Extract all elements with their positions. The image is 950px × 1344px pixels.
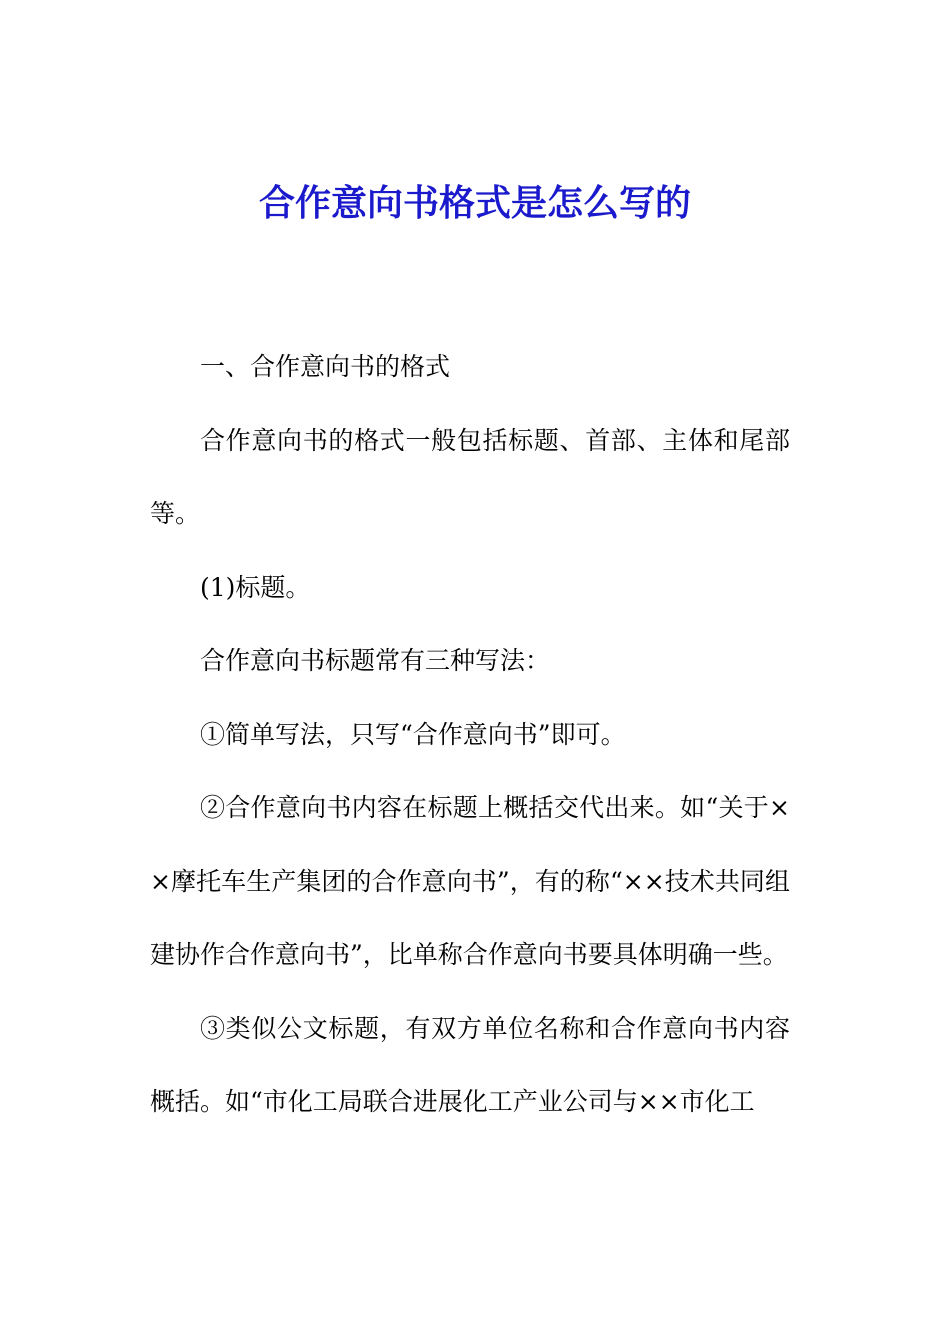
list-item: ②合作意向书内容在标题上概括交代出来。如“关于××摩托车生产集团的合作意向书”，有的称“××技术共同组建协作合作意向书”，比单称合作意向书要具体明确一些。 xyxy=(150,793,790,969)
sub-heading: (1)标题。 xyxy=(200,572,311,602)
document-title: 合作意向书格式是怎么写的 xyxy=(258,182,691,224)
paragraph: 合作意向书标题常有三种写法： xyxy=(200,646,551,675)
list-item: ①简单写法，只写“合作意向书”即可。 xyxy=(200,719,626,749)
document-body xyxy=(150,330,790,1139)
section-heading: 一、合作意向书的格式 xyxy=(200,352,451,381)
list-item: ③类似公文标题，有双方单位名称和合作意向书内容概括。如“市化工局联合进展化工产业公司与××市化工 xyxy=(150,1013,790,1116)
paragraph: 合作意向书的格式一般包括标题、首部、主体和尾部等。 xyxy=(150,425,790,528)
